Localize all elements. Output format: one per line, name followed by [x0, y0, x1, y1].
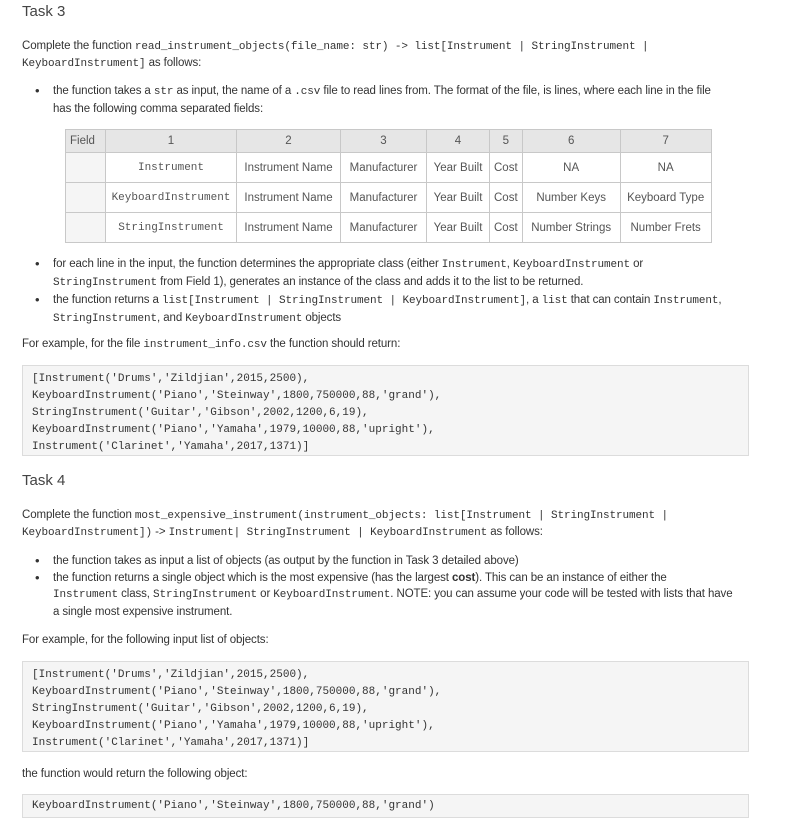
text: as input, the name of a: [173, 85, 295, 97]
table-cell: NA: [522, 153, 620, 183]
task3-example-intro: [22, 336, 767, 353]
task4-return-code-block: [22, 794, 749, 818]
table-cell: StringInstrument: [106, 213, 237, 243]
task4-bullets: [22, 553, 767, 620]
bold-cost: cost: [452, 571, 476, 584]
text: file to read lines from. The format of the file, is lines, where each line in the file: [320, 85, 711, 97]
text: as follows:: [487, 526, 543, 538]
code: Instrument: [441, 259, 507, 271]
text: . NOTE: you can assume your code will be tested with lists that have: [390, 588, 733, 600]
text: that can contain: [567, 294, 654, 306]
code-line: KeyboardInstrument('Piano','Yamaha',1979,10000,88,'upright'),: [32, 424, 435, 436]
table-cell: Instrument: [106, 153, 237, 183]
task3-signature-code-cont: KeyboardInstrument]: [22, 58, 146, 70]
text: ,: [718, 294, 722, 306]
code-line: StringInstrument('Guitar','Gibson',2002,1200,6,19),: [32, 407, 369, 419]
table-cell: Number Keys: [522, 183, 620, 213]
text: class,: [118, 588, 154, 600]
task3-bullets-a: [22, 83, 767, 117]
task4-title: Task 4: [22, 472, 66, 489]
code: StringInstrument: [53, 276, 158, 289]
task3-intro-post: as follows:: [145, 57, 202, 69]
code: StringInstrument: [53, 312, 158, 325]
table-cell: [66, 213, 106, 243]
text: ). This can be an instance of either the: [475, 571, 667, 584]
table-cell: [66, 153, 106, 183]
text: , a: [526, 294, 542, 306]
table-cell: Manufacturer: [341, 213, 427, 243]
header-cell: 7: [620, 130, 711, 153]
task4-example-code-block: [22, 661, 749, 752]
header-cell: 6: [522, 130, 620, 153]
code-line: [Instrument('Drums','Zildjian',2015,2500),: [32, 669, 310, 681]
text: has the following comma separated fields:: [53, 102, 264, 115]
table-cell: Number Frets: [620, 213, 711, 243]
table-cell: Keyboard Type: [620, 183, 711, 213]
code: KeyboardInstrument: [273, 589, 391, 601]
code-line: Instrument('Clarinet','Yamaha',2017,1371)]: [32, 441, 310, 453]
code-line: KeyboardInstrument('Piano','Yamaha',1979,10000,88,'upright'),: [32, 720, 435, 732]
text: ->: [152, 526, 169, 538]
table-row: [66, 153, 712, 183]
task3-bullets-b: [22, 256, 767, 327]
code-filename: instrument_info.csv: [143, 339, 267, 351]
table-cell: Cost: [490, 213, 523, 243]
task3-example-code-block: [22, 365, 749, 456]
code-str: str: [153, 86, 174, 98]
header-cell: 5: [490, 130, 523, 153]
table-cell: NA: [620, 153, 711, 183]
header-cell: 3: [341, 130, 427, 153]
code-line: Instrument('Clarinet','Yamaha',2017,1371)]: [32, 737, 310, 749]
code-line: KeyboardInstrument('Piano','Steinway',1800,750000,88,'grand'),: [32, 686, 442, 698]
text: Complete the function: [22, 509, 135, 521]
text: from Field 1), generates an instance of the class and adds it to the list to be returned.: [157, 275, 584, 288]
task4-signature-code: most_expensive_instrument(instrument_objects: list[Instrument | StringInstrument |: [134, 510, 668, 522]
task4-return-type-code: Instrument| StringInstrument | KeyboardInstrument: [168, 527, 488, 539]
task3-title: Task 3: [22, 3, 66, 20]
header-cell: 4: [427, 130, 490, 153]
code: list[Instrument | StringInstrument | KeyboardInstrument]: [161, 295, 526, 307]
text: a single most expensive instrument.: [53, 605, 233, 618]
text: the function returns a: [53, 294, 162, 306]
header-cell: 2: [237, 130, 341, 153]
task3-bullet-returns: [22, 292, 767, 327]
task4-return-intro: the function would return the following object:: [22, 768, 248, 780]
task3-signature-code: read_instrument_objects(file_name: str) -> list[Instrument | StringInstrument |: [134, 41, 649, 53]
task3-intro-pre: Complete the function: [22, 40, 135, 52]
table-cell: Manufacturer: [341, 153, 427, 183]
header-cell: Field: [66, 130, 106, 153]
code: KeyboardInstrument: [185, 312, 303, 325]
fields-table-header: [66, 130, 712, 153]
code-line: KeyboardInstrument('Piano','Steinway',1800,750000,88,'grand'): [32, 800, 435, 812]
code-line: [Instrument('Drums','Zildjian',2015,2500),: [32, 373, 310, 385]
table-cell: Year Built: [427, 153, 490, 183]
task4-intro: [22, 507, 767, 541]
text: or: [257, 588, 274, 600]
task4-bullet-returns: [22, 570, 767, 621]
task3-intro: [22, 38, 767, 72]
task4-signature-code-cont: KeyboardInstrument]): [22, 527, 153, 539]
table-cell: Year Built: [427, 183, 490, 213]
table-row: [66, 213, 712, 243]
task4-bullet-input: • the function takes as input a list of objects (as output by the function in Task 3 detailed above): [22, 553, 767, 570]
table-cell: Cost: [490, 183, 523, 213]
text: For example, for the file: [22, 338, 144, 350]
text: or: [630, 258, 644, 270]
task4-example-intro: For example, for the following input list of objects:: [22, 634, 269, 646]
code-line: StringInstrument('Guitar','Gibson',2002,1200,6,19),: [32, 703, 369, 715]
code: KeyboardInstrument: [513, 259, 631, 271]
table-cell: Cost: [490, 153, 523, 183]
table-cell: KeyboardInstrument: [106, 183, 237, 213]
text: objects: [302, 311, 342, 324]
task3-bullet-input: [22, 83, 767, 117]
code-csv: .csv: [294, 86, 321, 98]
text: the function returns a single object which is the most expensive (has the largest: [53, 571, 452, 584]
table-cell: Instrument Name: [237, 183, 341, 213]
text: ,: [506, 258, 513, 270]
code: StringInstrument: [153, 589, 258, 601]
header-cell: 1: [106, 130, 237, 153]
fields-table: [65, 129, 712, 243]
code: Instrument: [653, 295, 719, 307]
code: list: [541, 295, 568, 307]
text: the function takes a: [53, 85, 154, 97]
text: , and: [157, 311, 186, 324]
table-cell: Year Built: [427, 213, 490, 243]
table-cell: Instrument Name: [237, 153, 341, 183]
task3-bullet-determine-class: [22, 256, 767, 291]
table-cell: [66, 183, 106, 213]
code: Instrument: [53, 589, 119, 601]
table-cell: Number Strings: [522, 213, 620, 243]
table-cell: Instrument Name: [237, 213, 341, 243]
text: the function should return:: [266, 338, 401, 350]
table-row: [66, 183, 712, 213]
code-line: KeyboardInstrument('Piano','Steinway',1800,750000,88,'grand'),: [32, 390, 442, 402]
text: for each line in the input, the function determines the appropriate class (either: [53, 258, 442, 270]
table-cell: Manufacturer: [341, 183, 427, 213]
